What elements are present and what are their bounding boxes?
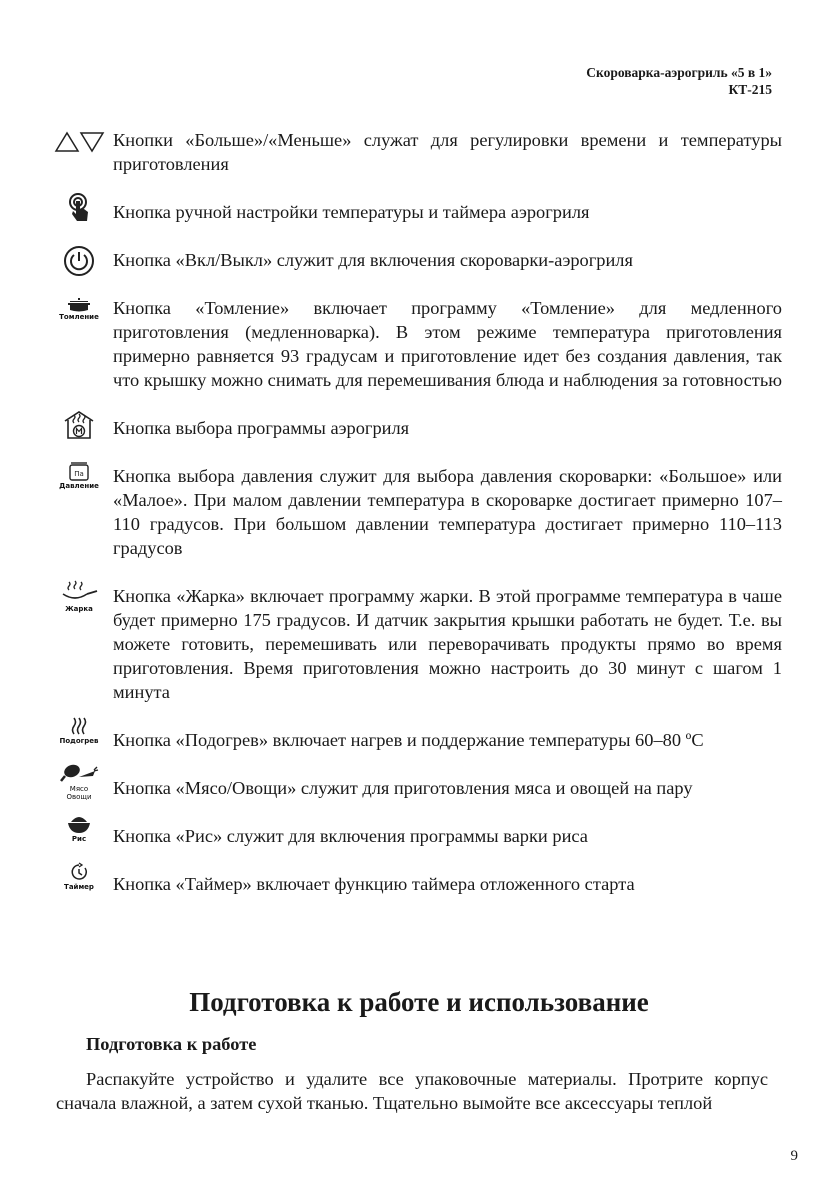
item-text: Кнопка «Томление» включает программу «Томление» для медленного приготовления (медленноварка). В этом режиме температура приготовления примерно равняется 93 градусам и приготовление идет без создания давления, так что крышку можно снимать для перемешивания блюда и наблюдения за готовностью bbox=[113, 298, 782, 390]
list-item bbox=[52, 128, 782, 176]
item-text: Кнопка «Жарка» включает программу жарки. В этой программе температура в чаше будет примерно 175 градусов. И датчик закрытия крышки работать не будет. Т.е. вы можете готовить, перемешивать или переворачивать продукты прямо во время приготовления. Время приготовления можно настроить до 30 минут с шагом 1 минута bbox=[113, 586, 782, 702]
item-text: Кнопка «Подогрев» включает нагрев и поддержание температуры 60–80 ºС bbox=[113, 730, 704, 750]
pot-icon bbox=[52, 298, 106, 321]
list-item bbox=[52, 728, 782, 752]
document-header bbox=[586, 64, 772, 98]
item-text: Кнопки «Больше»/«Меньше» служат для регулировки времени и температуры приготовления bbox=[113, 130, 782, 174]
list-item bbox=[52, 248, 782, 272]
list-item bbox=[52, 200, 782, 224]
icon-label: Рис bbox=[71, 835, 87, 843]
icon-label: Томление bbox=[59, 313, 99, 321]
item-text: Кнопка «Вкл/Выкл» служит для включения скороварки-аэрогриля bbox=[113, 250, 633, 270]
meat-vegetables-icon bbox=[52, 762, 106, 801]
header-model: КТ-215 bbox=[728, 82, 772, 97]
item-text: Кнопка ручной настройки температуры и таймера аэрогриля bbox=[113, 202, 590, 222]
list-item bbox=[52, 872, 782, 896]
icon-label: Таймер bbox=[64, 883, 94, 891]
pressure-icon bbox=[52, 459, 106, 490]
icon-label: Мясо Овощи bbox=[66, 785, 92, 801]
item-text: Кнопка «Мясо/Овощи» служит для приготовления мяса и овощей на пару bbox=[113, 778, 693, 798]
list-item bbox=[52, 296, 782, 392]
section-subheading: Подготовка к работе bbox=[86, 1034, 257, 1054]
manual-touch-icon bbox=[52, 192, 106, 224]
item-text: Кнопка «Таймер» включает функцию таймера отложенного старта bbox=[113, 874, 635, 894]
item-text: Кнопка «Рис» служит для включения программы варки риса bbox=[113, 826, 588, 846]
icon-label: Подогрев bbox=[59, 737, 99, 745]
button-description-list bbox=[52, 128, 782, 896]
icon-label: Давление bbox=[59, 482, 99, 490]
header-product-name: Скороварка-аэрогриль «5 в 1» bbox=[586, 65, 772, 80]
heat-waves-icon bbox=[52, 716, 106, 745]
triangle-up-down-icon bbox=[52, 130, 106, 154]
frying-pan-icon bbox=[52, 580, 106, 613]
list-item bbox=[52, 416, 782, 440]
section-paragraph: Распакуйте устройство и удалите все упаковочные материалы. Протрите корпус сначала влажной, а затем сухой тканью. Тщательно вымойте все аксессуары теплой bbox=[56, 1069, 768, 1113]
rice-bowl-icon bbox=[52, 814, 106, 843]
item-text: Кнопка выбора программы аэрогриля bbox=[113, 418, 410, 438]
list-item bbox=[52, 776, 782, 800]
power-icon bbox=[52, 245, 106, 277]
section-heading: Подготовка к работе и использование bbox=[189, 987, 649, 1017]
pressure-icon-text: Па bbox=[74, 470, 84, 478]
list-item bbox=[52, 824, 782, 848]
timer-icon bbox=[52, 862, 106, 891]
list-item bbox=[52, 584, 782, 704]
page-number: 9 bbox=[790, 1148, 798, 1164]
item-text: Кнопка выбора давления служит для выбора давления скороварки: «Большое» или «Малое». При малом давлении температура в скороварке достигает примерно 107–110 градусов. При большом давлении температура достигает примерно 110–113 градусов bbox=[113, 466, 782, 558]
list-item bbox=[52, 464, 782, 560]
icon-label: Жарка bbox=[65, 605, 93, 613]
air-grill-icon bbox=[52, 409, 106, 441]
